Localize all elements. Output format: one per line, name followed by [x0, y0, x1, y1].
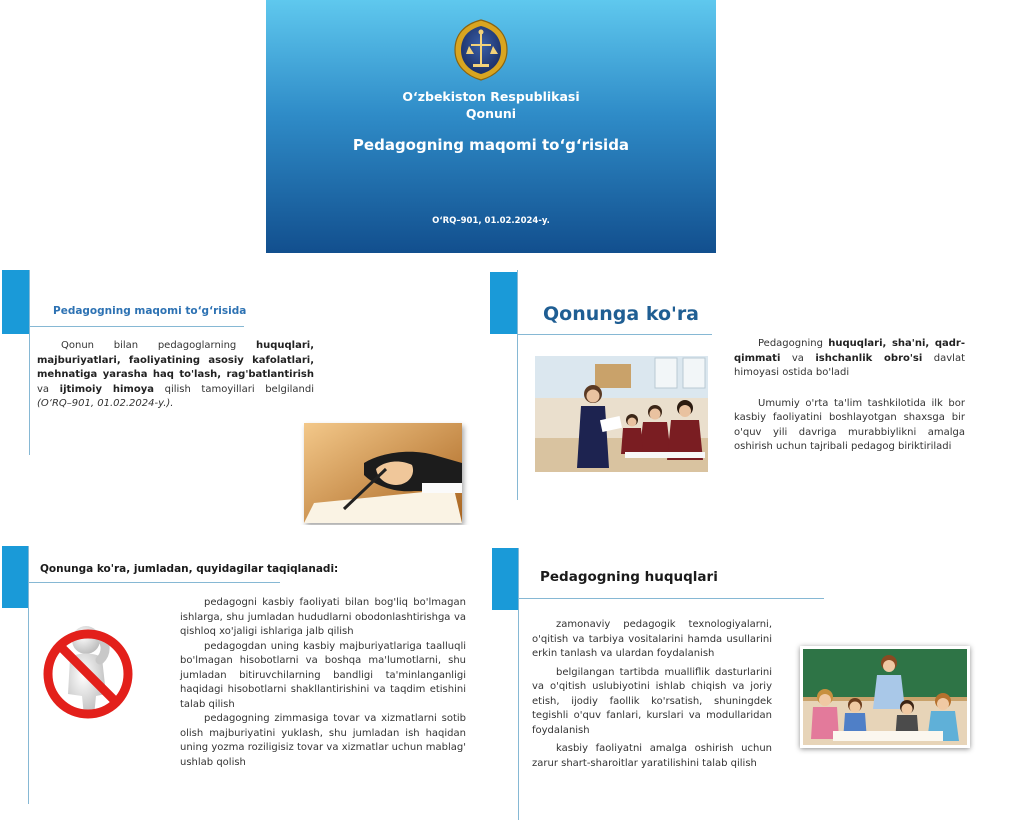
accent-tab: [490, 272, 518, 334]
slide-title: Qonunga ko'ra: [543, 303, 700, 325]
divider-vertical: [28, 546, 29, 804]
accent-tab: [2, 546, 28, 608]
mentor-paragraph: Umumiy o'rta ta'lim tashkilotida ilk bor kasbiy faoliyatini boshlayotgan shaxsga bir o'quv yili davriga murabbiylikni amalga oshirish uchun tajribali pedagog biriktiriladi: [734, 397, 965, 452]
slide-title: Qonunga ko'ra, jumladan, quyidagilar taqiqlanadi:: [40, 563, 339, 575]
slide-teacher-rights: [492, 548, 1011, 820]
slide-title: Pedagogning maqomi to‘g‘risida: [53, 305, 247, 317]
cover-title: Pedagogning maqomi to‘g‘risida: [352, 136, 630, 154]
list-item: pedagogni kasbiy faoliyati bilan bog'liq bo'lmagan ishlarga, shu jumladan hududlarni obodonlashtirishga va qishloq xo'jaligi ishlariga jalb qilish: [180, 597, 466, 637]
divider-horizontal: [517, 334, 712, 335]
divider-vertical: [517, 270, 518, 500]
list-item: pedagogdan uning kasbiy majburiyatlariga taalluqli bo'lmagan hisobotlarni va boshqa ma'lumotlarni, shu jumladan bitiruvchilarning bandligi ta'minlanganligi haqidagi hisobotlarni shakllantirishini va taqdim etishini talab qilish: [180, 640, 466, 710]
slide-according-to-law: [490, 270, 1011, 520]
accent-tab: [492, 548, 518, 610]
prohibited-list: [180, 596, 466, 770]
prohibited-person-icon: [40, 618, 136, 720]
divider-horizontal: [28, 582, 280, 583]
classroom-children-photo: [800, 646, 970, 748]
cover-country: O‘zbekiston Respublikasi: [402, 89, 580, 104]
cover-slide: [266, 0, 716, 253]
divider-vertical: [518, 548, 519, 820]
slide-body-text: Qonun bilan pedagoglarning huquqlari, majburiyatlari, faoliyatining asosiy kafolatlari, mehnatiga yarasha haq to'lash, rag'batlantirish va ijtimoiy himoya qilish tamoyillari belgilandi (O‘RQ–901, 01.02.2024-y.).: [37, 340, 314, 409]
cover-doc-type: Qonuni: [465, 106, 517, 121]
slide-law-overview: [0, 270, 480, 525]
rights-list: [532, 618, 772, 771]
list-item: belgilangan tartibda mualliflik dasturlarini va o'qitish uslubiyotini ishlab chiqish va joriy etish, ijodiy faollik ko'rsatish, shuningdek tegishli o'quv fanlari, kurslari va modullaridan foydalanish: [532, 666, 772, 736]
signing-document-photo: [304, 423, 462, 523]
list-item: kasbiy faoliyatni amalga oshirish uchun zarur shart-sharoitlar yaratilishini talab qilish: [532, 743, 772, 769]
cover-reference: O‘RQ–901, 01.02.2024-y.: [432, 216, 550, 226]
accent-tab: [2, 270, 30, 334]
divider-horizontal: [29, 326, 244, 327]
list-item: pedagogning zimmasiga tovar va xizmatlarni sotib olish majburiyatini yuklash, shu jumladan ish haqidan uning yozma roziligisiz tovar va xizmatlar uchun mablag' ushlab qolish: [180, 713, 466, 768]
slide-prohibited-actions: [0, 546, 480, 818]
slide-title: Pedagogning huquqlari: [540, 569, 718, 585]
slide-body-text: Pedagogning huquqlari, sha'ni, qadr-qimmati va ishchanlik obro'si davlat himoyasi ostida bo'ladi Umumiy o'rta ta'lim tashkilotida ilk bor kasbiy faoliyatini boshlayotgan shaxsga bir o'quv yili davriga murabbiylikni amalga oshirish uchun tajribali pedagog biriktiriladi: [734, 337, 965, 455]
divider-vertical: [29, 270, 30, 455]
divider-horizontal: [518, 598, 824, 599]
list-item: zamonaviy pedagogik texnologiyalarni, o'qitish va tarbiya vositalarini hamda usullarini erkin tanlash va ulardan foydalanish: [532, 619, 772, 659]
emblem-icon: [451, 18, 511, 82]
classroom-teacher-photo: [535, 356, 708, 472]
